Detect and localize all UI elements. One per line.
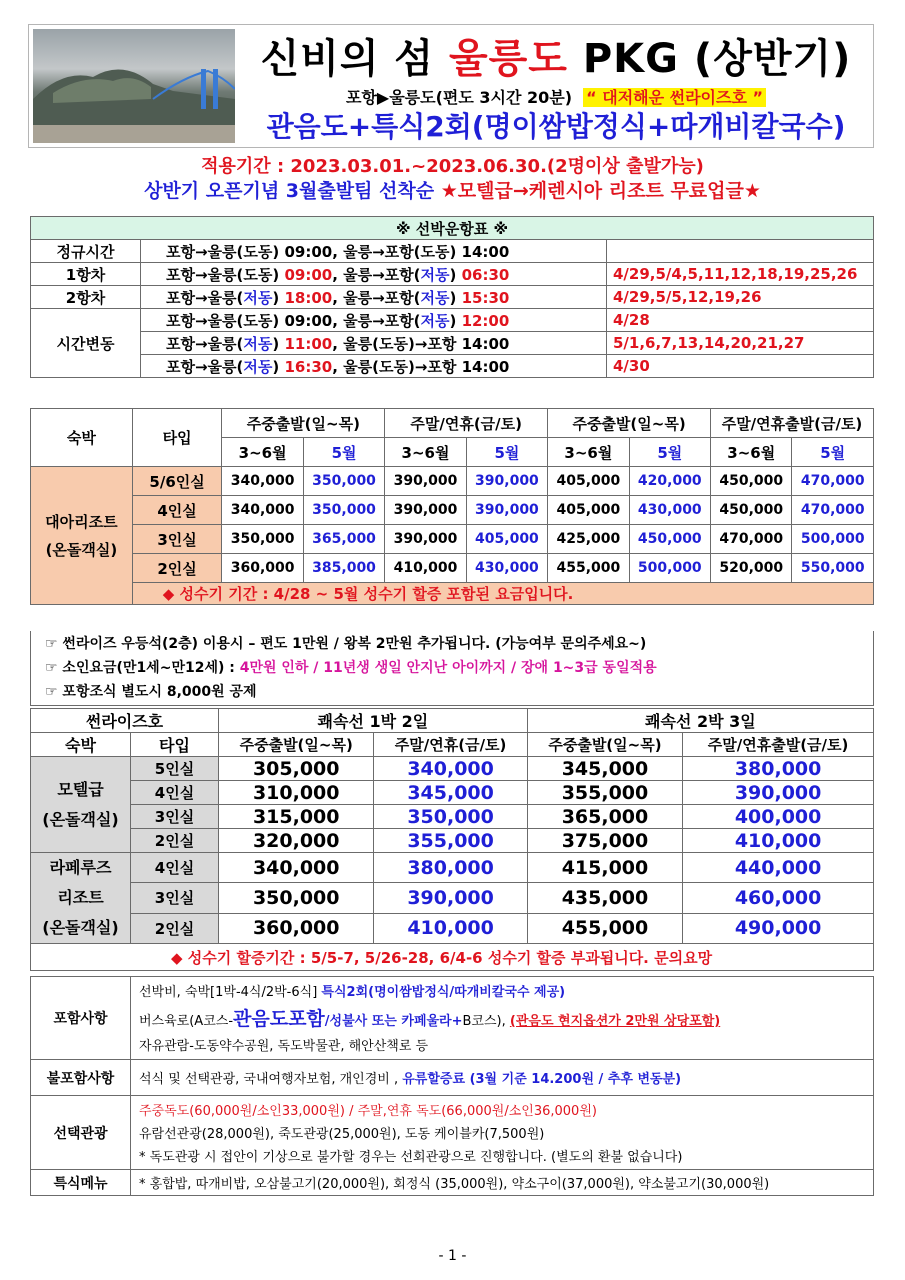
ulleungdo-photo	[33, 29, 235, 143]
sunrise-price-table: 썬라이즈호 쾌속선 1박 2일 쾌속선 2박 3일 숙박 타입 주중출발(일~목) 주말/연휴(금/토) 주중출발(일~목) 주말/연휴출발(금/토) 모텔급 (온돌객실) 5인실 305,000 340,000 345,000 380,000 4인실 310,000 345,000 355,000 390,000 3인실 315,000 350,000 365,000 400,000 2인실 320,000 355,000 375,000 410,000 라페루즈 리조트 (온돌객실) 4인실 340,000 380,000 415,000 440,000 3인실 350,000 390,000 435,000 460,000 2인실 360,000 410,000 455,000 490,000 ◆ 성수기 할증기간 : 5/5-7, 5/26-28, 6/4-6 성수기 할증 부과됩니다. 문의요망	[30, 708, 874, 971]
table-row: 1항차 포항→울릉(도동) 09:00, 울릉→포항(저동) 06:30 4/29,5/4,5,11,12,18,19,25,26	[31, 263, 874, 286]
table-row: 정규시간 포항→울릉(도동) 09:00, 울릉→포항(도동) 14:00	[31, 240, 874, 263]
notes-box	[30, 631, 874, 706]
table-row: 포항→울릉(저동) 16:30, 울릉(도동)→포항 14:00 4/30	[31, 355, 874, 378]
table-row: 대아리조트 (온돌객실) 5/6인실 340,000 350,000 390,000 390,000 405,000 420,000 450,000 470,000	[31, 467, 874, 496]
table-row: 3인실 350,000 390,000 435,000 460,000	[31, 883, 874, 913]
ship-name-highlight: “ 대저해운 썬라이즈호 ”	[583, 88, 766, 107]
table-row: 3인실 350,000 365,000 390,000 405,000 425,000 450,000 470,000 500,000	[31, 525, 874, 554]
daea-resort-price-table: 숙박 타입 주중출발(일~목) 주말/연휴(금/토) 주중출발(일~목) 주말/연휴출발(금/토) 3~6월 5월 3~6월 5월 3~6월 5월 3~6월 5월 대아리조트 (온돌객실) 5/6인실 340,000 350,000 390,000 390,000 405,000 420,000 450,000 470,000 4인실 340,000 350,000 390,000 390,000 405,000 430,000 450,000 470,000 3인실 350,000 365,000 390,000 405,000 425,000 450,000 470,000 500,000 2인실 360,000 385,000 410,000 430,000 455,000 500,000 520,000 550,000 ◆ 성수기 기간 : 4/28 ~ 5월 성수기 할증 포함된 요금입니다.	[30, 408, 874, 605]
table-row: 4인실 310,000 345,000 355,000 390,000	[31, 781, 874, 805]
table-row: 2항차 포항→울릉(저동) 18:00, 울릉→포항(저동) 15:30 4/29,5/5,12,19,26	[31, 286, 874, 309]
peak-season-note: ◆ 성수기 기간 : 4/28 ~ 5월 성수기 할증 포함된 요금입니다.	[132, 583, 873, 605]
table-row: 라페루즈 리조트 (온돌객실) 4인실 340,000 380,000 415,000 440,000	[31, 853, 874, 883]
table-row: 2인실 360,000 385,000 410,000 430,000 455,000 500,000 520,000 550,000	[31, 554, 874, 583]
table-row: 포항→울릉(저동) 11:00, 울릉(도동)→포항 14:00 5/1,6,7,13,14,20,21,27	[31, 332, 874, 355]
table-row: 4인실 340,000 350,000 390,000 390,000 405,000 430,000 450,000 470,000	[31, 496, 874, 525]
note-line: ☞ 소인요금(만1세~만12세) : 4만원 인하 / 11년생 생일 안지난 아이까지 / 장애 1~3급 동일적용	[45, 660, 657, 676]
table-row: 2인실 360,000 410,000 455,000 490,000	[31, 913, 874, 943]
note-line: ☞ 포항조식 별도시 8,000원 공제	[45, 684, 257, 700]
table-row: 불포함사항 석식 및 선택관광, 국내여행자보험, 개인경비 , 유류할증료 (3월 기준 14.200원 / 추후 변동분)	[31, 1060, 874, 1096]
schedule-title: ※ 선박운항표 ※	[31, 217, 874, 240]
table-row: 시간변동 포항→울릉(도동) 09:00, 울릉→포항(저동) 12:00 4/28	[31, 309, 874, 332]
ship-schedule-table	[30, 216, 874, 378]
title-highlight: 울릉도	[449, 36, 568, 82]
lodging-name: 라페루즈 리조트 (온돌객실)	[31, 853, 131, 944]
valid-period: 적용기간 : 2023.03.01.~2023.06.30.(2명이상 출발가능)	[201, 156, 704, 177]
lodging-name: 모텔급 (온돌객실)	[31, 757, 131, 853]
note-line: ☞ 썬라이즈 우등석(2층) 이용시 – 편도 1만원 / 왕복 2만원 추가됩니다. (가능여부 문의주세요~)	[45, 636, 647, 652]
table-row: 선택관광 주중독도(60,000원/소인33,000원) / 주말,연휴 독도(66,000원/소인36,000원)	[31, 1096, 874, 1122]
peak-surcharge-note: ◆ 성수기 할증기간 : 5/5-7, 5/26-28, 6/4-6 성수기 할증 부과됩니다. 문의요망	[31, 944, 874, 971]
table-row: 모텔급 (온돌객실) 5인실 305,000 340,000 345,000 380,000	[31, 757, 874, 781]
page-number: - 1 -	[438, 1248, 467, 1264]
info-table: 포함사항 선박비, 숙박[1박-4식/2박-6식] 특식2회(명이쌈밥정식/따개비칼국수 제공) 버스육로(A코스-관음도포함/성불사 또는 카페울라+B코스), (관음도 현지옵션가 2만원 상당포함) 자유관람-도동약수공원, 독도박물관, 해안산책로 등 불포함사항 석식 및 선택관광, 국내여행자보험, 개인경비 , 유류할증료 (3월 기준 14.200원 / 추후 변동분) 선택관광 주중독도(60,000원/소인33,000원) / 주말,연휴 독도(66,000원/소인36,000원) 유람선관광(28,000원), 죽도관광(25,000원), 도동 케이블카(7,500원) * 독도관광 시 접안이 기상으로 불가할 경우는 선회관광으로 진행합니다. (별도의 환불 없습니다) 특식메뉴 * 홍합밥, 따개비밥, 오삼불고기(20,000원), 회정식 (35,000원), 약소구이(37,000원), 약소불고기(30,000원)	[30, 976, 874, 1196]
table-row: 포함사항 선박비, 숙박[1박-4식/2박-6식] 특식2회(명이쌈밥정식/따개비칼국수 제공)	[31, 977, 874, 1003]
route-line: 포항▶울릉도(편도 3시간 20분) “ 대저해운 썬라이즈호 ”	[241, 85, 871, 108]
table-row: 2인실 320,000 355,000 375,000 410,000	[31, 829, 874, 853]
table-row: 특식메뉴 * 홍합밥, 따개비밥, 오삼불고기(20,000원), 회정식 (35,000원), 약소구이(37,000원), 약소불고기(30,000원)	[31, 1170, 874, 1196]
lodging-name: 대아리조트 (온돌객실)	[31, 467, 133, 605]
page-title: 신비의 섬 울릉도 PKG (상반기)	[260, 36, 852, 82]
table-row: 3인실 315,000 350,000 365,000 400,000	[31, 805, 874, 829]
header-box	[28, 24, 874, 148]
promo-line: 상반기 오픈기념 3월출발팀 선착순 ★모텔급→케렌시아 리조트 무료업글★	[144, 180, 761, 202]
package-headline: 관음도+특식2회(명이쌈밥정식+따개비칼국수)	[266, 110, 846, 143]
